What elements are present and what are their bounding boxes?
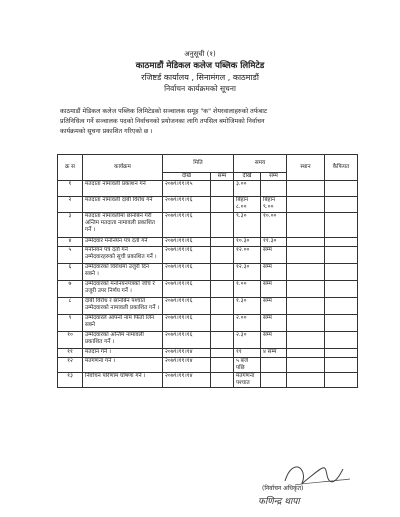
table-row <box>58 315 358 332</box>
office-address: रजिष्टर्ड कार्यालय , सिनामंगल , काठमाडौं <box>141 73 259 82</box>
cell-place <box>287 213 325 238</box>
table-row <box>58 332 358 349</box>
cell-date-to <box>211 238 234 247</box>
header-program: कार्यक्रम <box>83 155 163 181</box>
cell-date: २०७९।११।१६ <box>163 281 211 298</box>
table-header-row <box>58 155 358 173</box>
program-line: मतदान गर्ने । <box>85 349 111 355</box>
cell-date-to <box>211 213 234 238</box>
subheader-date-from: देखि <box>163 173 211 181</box>
cell-date: २०७९।११।१६ <box>163 197 211 213</box>
cell-time-from: ३.०० <box>234 181 261 197</box>
cell-remarks <box>325 264 358 281</box>
cell-time-to: बिहान ९.०० <box>261 197 287 213</box>
cell-time-from: १२.०० <box>234 247 261 264</box>
program-line: मतदाता नामावली दाबी विरोध गर्ने <box>85 197 153 203</box>
intro-paragraph <box>60 107 345 137</box>
cell-remarks <box>325 332 358 349</box>
cell-time-from: मतगणना पश्चात <box>234 373 261 388</box>
cell-time-to: १०.०० <box>261 213 287 238</box>
program-line: मतदाता नामावलीमा छानबिन गरी <box>85 213 152 219</box>
cell-sn: ८ <box>58 298 83 315</box>
company-name: काठमाडौं मेडिकल कलेज पब्लिक लिमिटेड <box>135 61 265 71</box>
cell-time-from: १०.३० <box>234 238 261 247</box>
program-line: उम्मेदवारको नामावली प्रकाशित गर्ने । <box>85 304 160 311</box>
cell-time-to: सम्म <box>261 264 287 281</box>
cell-place <box>287 349 325 358</box>
cell-date-to <box>211 298 234 315</box>
cell-program <box>83 373 163 388</box>
table-row <box>58 197 358 213</box>
cell-time-to: सम्म <box>261 298 287 315</box>
cell-program <box>83 264 163 281</box>
table-row <box>58 213 358 238</box>
cell-place <box>287 281 325 298</box>
program-line: उम्मेदवारको मनोनयनपत्रको जाँच र <box>85 281 155 287</box>
cell-time-from: ११ <box>234 349 261 358</box>
cell-remarks <box>325 213 358 238</box>
cell-time-to: ११.३० <box>261 238 287 247</box>
header-place: स्थान <box>287 155 325 181</box>
cell-date-to <box>211 373 234 388</box>
cell-date: २०७९।११।१६ <box>163 213 211 238</box>
cell-time-from: १२.३० <box>234 264 261 281</box>
cell-date: २०७९।११।१६ <box>163 238 211 247</box>
table-row <box>58 373 358 388</box>
cell-date: २०७९।११।१४ <box>163 373 211 388</box>
signature-name: फणिन्द्र थापा <box>258 497 300 507</box>
cell-remarks <box>325 298 358 315</box>
cell-remarks <box>325 197 358 213</box>
cell-sn: २ <box>58 197 83 213</box>
program-line: मतगणना गर्ने । <box>85 358 116 364</box>
cell-program <box>83 238 163 247</box>
cell-sn: ६ <box>58 264 83 281</box>
cell-place <box>287 247 325 264</box>
cell-program <box>83 197 163 213</box>
cell-time-to: सम्म <box>261 315 287 332</box>
program-line: निर्वाचन परिणाम घोषणा गर्ने । <box>85 373 146 379</box>
table-row <box>58 181 358 197</box>
cell-program <box>83 213 163 238</box>
cell-date: २०७९।११।१४ <box>163 358 211 373</box>
program-line: उम्मेदवारहरुको सूची प्रकाशित गर्ने । <box>85 253 157 260</box>
cell-sn: १० <box>58 332 83 349</box>
intro-line: काठमाडौं मेडिकल कलेज पब्लिक लिमिटेडको सञ्चालक समूह "क" शेयरवालाहरुको तर्फबाट <box>60 108 268 115</box>
cell-time-to: ४ सम्म <box>261 349 287 358</box>
program-line: उम्मेदवारको अन्तिम नामावली <box>85 332 144 338</box>
cell-date: २०७९।११।१६ <box>163 264 211 281</box>
cell-program <box>83 358 163 373</box>
cell-time-to: सम्म <box>261 281 287 298</box>
program-line: मनोनयन पत्र दर्ता गर्ने <box>85 247 128 253</box>
cell-place <box>287 264 325 281</box>
cell-program <box>83 247 163 264</box>
cell-sn: १२ <box>58 358 83 373</box>
program-line: अन्तिम मतदाता नामावली प्रकाशित <box>85 219 155 226</box>
cell-time-from: १.०० <box>234 281 261 298</box>
program-line: मतदाता नामावली प्रकाशन गर्ने <box>85 181 146 187</box>
table-body <box>58 181 358 388</box>
program-line: उजुरी उपर निर्णय गर्ने । <box>85 287 132 294</box>
cell-date-to <box>211 197 234 213</box>
program-line: गर्ने । <box>85 226 96 233</box>
cell-date-to <box>211 332 234 349</box>
cell-remarks <box>325 181 358 197</box>
table-row <box>58 238 358 247</box>
program-line: प्रकाशित गर्ने । <box>85 338 115 345</box>
cell-program <box>83 332 163 349</box>
cell-time-to <box>261 358 287 373</box>
cell-program <box>83 315 163 332</box>
cell-remarks <box>325 247 358 264</box>
header-time: समय <box>234 155 287 173</box>
cell-remarks <box>325 358 358 373</box>
header-date: मिति <box>163 155 234 173</box>
cell-date-to <box>211 247 234 264</box>
cell-place <box>287 358 325 373</box>
cell-time-to: सम्म <box>261 332 287 349</box>
table-row <box>58 264 358 281</box>
cell-date: २०७९।११।१४ <box>163 349 211 358</box>
cell-remarks <box>325 238 358 247</box>
cell-date-to <box>211 358 234 373</box>
table-row <box>58 281 358 298</box>
cell-time-from: २.०० <box>234 315 261 332</box>
cell-remarks <box>325 315 358 332</box>
table-row <box>58 349 358 358</box>
table-row <box>58 358 358 373</box>
cell-date-to <box>211 315 234 332</box>
cell-time-from: ५ बजे पछि <box>234 358 261 373</box>
program-line: दाबी विरोध र छानबिन पश्चात <box>85 298 146 304</box>
cell-sn: ११ <box>58 349 83 358</box>
cell-program <box>83 281 163 298</box>
cell-sn: १ <box>58 181 83 197</box>
annex-label: अनुसूची (१) <box>184 50 216 58</box>
cell-time-from: ९.३० <box>234 213 261 238</box>
cell-date: २०७९।११।१६ <box>163 247 211 264</box>
cell-place <box>287 181 325 197</box>
cell-time-to <box>261 373 287 388</box>
cell-remarks <box>325 373 358 388</box>
election-schedule-table <box>57 154 358 388</box>
program-line: सक्ने । <box>85 270 99 277</box>
cell-date: २०७९।११।१६ <box>163 298 211 315</box>
cell-time-from: १.३० <box>234 298 261 315</box>
cell-sn: ७ <box>58 281 83 298</box>
table-row <box>58 298 358 315</box>
cell-remarks <box>325 281 358 298</box>
cell-place <box>287 298 325 315</box>
cell-program <box>83 349 163 358</box>
cell-place <box>287 238 325 247</box>
cell-time-from: २.३० <box>234 332 261 349</box>
cell-sn: ५ <box>58 247 83 264</box>
intro-line: प्रतिनिधित्व गर्ने सञ्चालक पदको निर्वाचनको प्रयोजनका लागि तपसिल बमोजिमको निर्वाचन <box>60 118 265 125</box>
cell-date-to <box>211 181 234 197</box>
cell-date: २०७९।११।१६ <box>163 332 211 349</box>
cell-place <box>287 373 325 388</box>
cell-program <box>83 298 163 315</box>
cell-date-to <box>211 281 234 298</box>
subheader-time-to: सम्म <box>261 173 287 181</box>
cell-sn: ३ <box>58 213 83 238</box>
cell-place <box>287 332 325 349</box>
header-remarks: कैफियत <box>325 155 358 181</box>
cell-program <box>83 181 163 197</box>
subheader-date-to: सम्म <box>211 173 234 181</box>
cell-time-to <box>261 181 287 197</box>
table-row <box>58 247 358 264</box>
subheader-time-from: देखि <box>234 173 261 181</box>
cell-time-from: बिहान ८.०० <box>234 197 261 213</box>
notice-title: निर्वाचन कार्यक्रमको सूचना <box>164 84 236 93</box>
signature-label: (निर्वाचन अधिकृत) <box>262 485 304 492</box>
cell-date: २०७९।११।१६ <box>163 315 211 332</box>
header-sn: क्र स <box>58 155 83 181</box>
cell-place <box>287 197 325 213</box>
cell-date-to <box>211 349 234 358</box>
cell-remarks <box>325 349 358 358</box>
cell-date: २०७९।११।१५ <box>163 181 211 197</box>
cell-date-to <box>211 264 234 281</box>
program-line: उम्मेदवार मनोनयन पत्र दर्ता गर्ने <box>85 238 148 244</box>
program-line: उम्मेदवारले आफ्नो नाम फिर्ता लिन <box>85 315 155 321</box>
cell-time-to: सम्म <box>261 247 287 264</box>
program-line: उम्मेदवारको विरोधमा उजुरी दिन <box>85 264 149 270</box>
cell-sn: १३ <box>58 373 83 388</box>
cell-place <box>287 315 325 332</box>
cell-sn: ९ <box>58 315 83 332</box>
program-line: सक्ने <box>85 321 95 328</box>
intro-line: कार्यक्रमको सूचना प्रकाशित गरिएको छ । <box>60 128 153 135</box>
cell-sn: ४ <box>58 238 83 247</box>
